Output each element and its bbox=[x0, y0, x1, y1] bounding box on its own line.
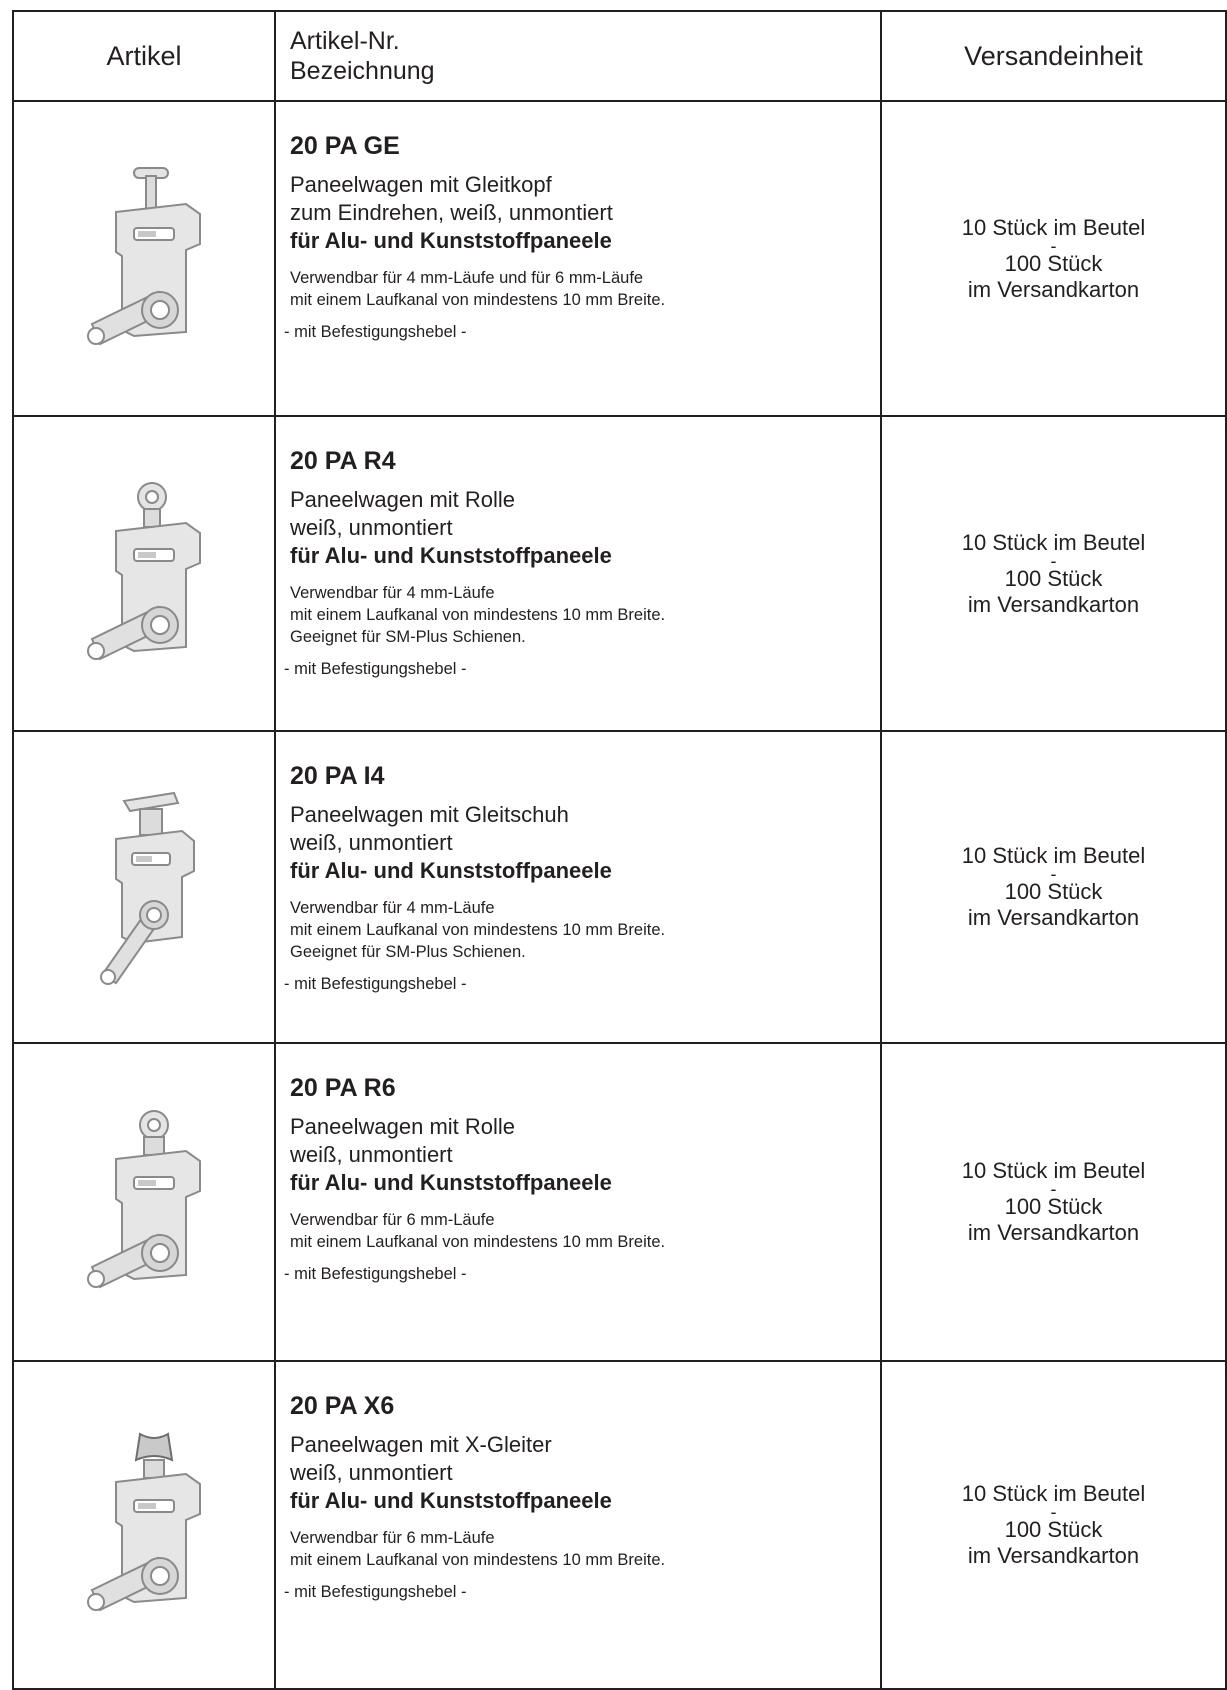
product-name: Paneelwagen mit Rolle bbox=[290, 1114, 516, 1139]
product-subtitle: zum Eindrehen, weiß, unmontiert bbox=[290, 200, 613, 225]
table-row bbox=[13, 101, 1226, 416]
product-description-cell bbox=[275, 416, 881, 731]
header-article-number bbox=[275, 11, 881, 101]
product-usage: für Alu- und Kunststoffpaneele bbox=[290, 1170, 612, 1195]
product-lever-note: - mit Befestigungshebel - bbox=[284, 1265, 467, 1283]
note-line: Verwendbar für 4 mm-Läufe bbox=[290, 584, 495, 602]
note-line: Geeignet für SM-Plus Schienen. bbox=[290, 628, 526, 646]
shipping-count: 100 Stück bbox=[1004, 879, 1103, 904]
shipping-dash: - bbox=[1050, 1502, 1057, 1522]
roller-carriage-icon bbox=[74, 479, 214, 669]
product-image-cell bbox=[13, 1361, 275, 1689]
note-line: Verwendbar für 6 mm-Läufe bbox=[290, 1211, 495, 1229]
glide-head-carriage-icon bbox=[74, 164, 214, 354]
product-usage: für Alu- und Kunststoffpaneele bbox=[290, 1488, 612, 1513]
shipping-carton: im Versandkarton bbox=[967, 1543, 1140, 1568]
product-note bbox=[290, 267, 880, 311]
shipping-carton: im Versandkarton bbox=[967, 591, 1140, 617]
shipping-dash: - bbox=[1050, 864, 1057, 884]
shipping-dash: - bbox=[1050, 550, 1057, 571]
header-nr-line1: Artikel-Nr. bbox=[290, 27, 400, 55]
product-lever-note: - mit Befestigungshebel - bbox=[284, 660, 467, 678]
x-glider-carriage-icon bbox=[74, 1430, 214, 1620]
shipping-count: 100 Stück bbox=[1004, 250, 1103, 276]
product-name: Paneelwagen mit Gleitschuh bbox=[290, 802, 569, 827]
shipping-bag: 10 Stück im Beutel bbox=[961, 529, 1146, 555]
product-lever-note: - mit Befestigungshebel - bbox=[284, 323, 467, 341]
note-line: Geeignet für SM-Plus Schienen. bbox=[290, 943, 526, 961]
product-description-cell bbox=[275, 101, 881, 416]
product-note bbox=[290, 897, 880, 963]
shipping-unit-cell bbox=[881, 1361, 1226, 1689]
product-image-cell bbox=[13, 416, 275, 731]
note-line: Verwendbar für 4 mm-Läufe und für 6 mm-Läufe bbox=[290, 269, 644, 287]
article-number: 20 PA I4 bbox=[290, 762, 385, 790]
product-subtitle: weiß, unmontiert bbox=[290, 1142, 453, 1167]
product-subtitle: weiß, unmontiert bbox=[290, 1460, 453, 1485]
header-artikel: Artikel bbox=[13, 11, 275, 101]
product-subtitle: weiß, unmontiert bbox=[290, 830, 453, 855]
table-row bbox=[13, 731, 1226, 1043]
shipping-carton: im Versandkarton bbox=[967, 276, 1140, 302]
product-table bbox=[12, 10, 1227, 1690]
header-nr-line2: Bezeichnung bbox=[290, 57, 435, 85]
shipping-unit-cell bbox=[881, 101, 1226, 416]
shipping-bag: 10 Stück im Beutel bbox=[961, 1481, 1146, 1506]
note-line: Verwendbar für 6 mm-Läufe bbox=[290, 1529, 495, 1547]
shipping-carton: im Versandkarton bbox=[967, 905, 1140, 930]
article-number: 20 PA GE bbox=[290, 132, 400, 160]
article-number: 20 PA R6 bbox=[290, 1074, 396, 1102]
note-line: mit einem Laufkanal von mindestens 10 mm Breite. bbox=[290, 606, 666, 624]
note-line: mit einem Laufkanal von mindestens 10 mm Breite. bbox=[290, 1551, 666, 1569]
shipping-unit-cell bbox=[881, 1043, 1226, 1361]
roller-carriage-icon bbox=[74, 1107, 214, 1297]
table-row bbox=[13, 416, 1226, 731]
product-note bbox=[290, 1209, 880, 1253]
shipping-dash: - bbox=[1050, 235, 1057, 256]
shipping-count: 100 Stück bbox=[1004, 1194, 1103, 1219]
product-note bbox=[290, 1527, 880, 1571]
note-line: mit einem Laufkanal von mindestens 10 mm Breite. bbox=[290, 1233, 666, 1251]
article-number: 20 PA X6 bbox=[290, 1392, 395, 1420]
product-name: Paneelwagen mit X-Gleiter bbox=[290, 1432, 552, 1457]
shipping-bag: 10 Stück im Beutel bbox=[961, 214, 1146, 240]
table-row bbox=[13, 1043, 1226, 1361]
shipping-count: 100 Stück bbox=[1004, 565, 1103, 591]
glide-shoe-carriage-icon bbox=[74, 787, 214, 987]
product-image-cell bbox=[13, 1043, 275, 1361]
product-note bbox=[290, 582, 880, 648]
shipping-bag: 10 Stück im Beutel bbox=[961, 843, 1146, 868]
shipping-unit-cell bbox=[881, 416, 1226, 731]
product-image-cell bbox=[13, 731, 275, 1043]
note-line: mit einem Laufkanal von mindestens 10 mm Breite. bbox=[290, 291, 666, 309]
product-usage: für Alu- und Kunststoffpaneele bbox=[290, 228, 612, 253]
shipping-bag: 10 Stück im Beutel bbox=[961, 1158, 1146, 1183]
table-row bbox=[13, 1361, 1226, 1689]
product-subtitle: weiß, unmontiert bbox=[290, 515, 453, 540]
article-number: 20 PA R4 bbox=[290, 447, 396, 475]
product-description-cell bbox=[275, 1361, 881, 1689]
product-description-cell bbox=[275, 1043, 881, 1361]
product-usage: für Alu- und Kunststoffpaneele bbox=[290, 543, 612, 568]
product-lever-note: - mit Befestigungshebel - bbox=[284, 975, 467, 993]
shipping-dash: - bbox=[1050, 1179, 1057, 1199]
product-name: Paneelwagen mit Gleitkopf bbox=[290, 172, 552, 197]
note-line: mit einem Laufkanal von mindestens 10 mm Breite. bbox=[290, 921, 666, 939]
product-usage: für Alu- und Kunststoffpaneele bbox=[290, 858, 612, 883]
product-description-cell bbox=[275, 731, 881, 1043]
product-image-cell bbox=[13, 101, 275, 416]
shipping-carton: im Versandkarton bbox=[967, 1220, 1140, 1245]
product-name: Paneelwagen mit Rolle bbox=[290, 487, 516, 512]
table-header-row bbox=[13, 11, 1226, 101]
shipping-unit-cell bbox=[881, 731, 1226, 1043]
product-lever-note: - mit Befestigungshebel - bbox=[284, 1583, 467, 1601]
header-versandeinheit: Versandeinheit bbox=[881, 11, 1226, 101]
shipping-count: 100 Stück bbox=[1004, 1517, 1103, 1542]
note-line: Verwendbar für 4 mm-Läufe bbox=[290, 899, 495, 917]
